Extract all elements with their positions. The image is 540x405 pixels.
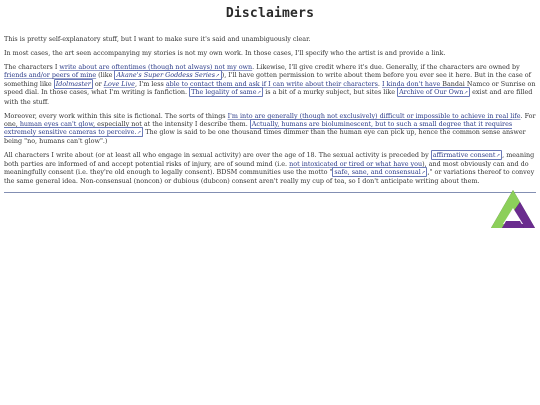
disclaimers-page [4,6,536,193]
characters-text-10: exist and are filled with the stuff. [4,88,533,106]
link-love-live-label: Love Live [103,80,135,89]
link-akane-label: Akane's Super Goddess Series [116,71,215,80]
link-friends-peers[interactable]: friends and/or peers of mine [4,71,97,80]
fiction-text-1: Moreover, every work within this site is fictional. The sorts of things [4,111,228,120]
link-affirmative-consent[interactable] [431,150,502,160]
page-title: Disclaimers [225,6,315,21]
consent-paragraph [4,151,536,185]
link-kinda-dont-have[interactable]: I kinda don't have [381,80,441,89]
characters-text-6: , I'm less [134,80,166,89]
characters-text-4: ), I'll have gotten permission to write about them before you ever see it here. But in the case of something like [4,71,531,89]
characters-text-2: . Likewise, I'll give credit where it's due. Generally, if the characters are owned by [252,63,520,72]
external-link-icon: ↗ [495,153,501,160]
characters-text-7: . [377,80,382,89]
link-ssc-label: safe, sane, and consensual [334,168,421,177]
link-affirmative-label: affirmative consent [432,151,496,160]
link-able-contact[interactable]: able to contact them and ask if I can write about their characters [165,80,378,89]
fiction-text-3: , especially not at the intensity I describe them. [93,119,250,128]
fiction-paragraph [4,112,536,145]
link-akane-series[interactable] [114,70,221,80]
characters-text-5: or [92,80,104,89]
consent-text-2: , meaning both parties are informed of and accept potential risks of injury, are of sound mind (i.e. [4,151,535,169]
link-safe-sane-consensual[interactable] [332,167,427,177]
link-ao3-label: Archive of Our Own [399,88,464,97]
triangle-logo-icon[interactable] [490,188,536,230]
link-archive-of-our-own[interactable] [397,87,470,97]
external-link-icon: ↗ [215,73,220,80]
link-bioluminescent-label: Actually, humans are bioluminescent, but to such a small degree that it requires extremely sensitive cameras to perceive. [4,119,513,136]
external-link-icon: ↗ [257,90,262,97]
intro-paragraph: This is pretty self-explanatory stuff, but I want to make sure it's said and unambiguously clear. [4,35,311,43]
external-link-icon: ↗ [421,170,426,177]
fiction-text-4: The glow is said to be one thousand times dimmer than the human eye can pick up, hence the common sense answer being "no, humans can't glow".) [4,127,526,145]
link-idolmaster-label: Idolmaster [55,80,91,89]
external-link-icon: ↗ [463,90,469,97]
footer-divider [4,192,536,193]
characters-text-3: (like [96,71,115,80]
characters-text-8: Bandai Namco or Sunrise on speed dial. In those cases, what I'm writing is fanfiction. [4,80,536,97]
link-legality-label: The legality of same [191,88,257,97]
art-paragraph: In most cases, the art seen accompanying my stories is not my own work. In those cases, I'll specify who the artist is and provide a link. [4,49,446,58]
characters-paragraph [4,63,536,105]
consent-text-3: ), and most obviously can and do meaningfully consent (i.e. they're old enough to legally consent). BDSM communities use the motto " [4,160,529,177]
link-human-eyes[interactable]: human eyes can't glow [19,119,94,128]
characters-text-9: is a bit of a murky subject, but sites like [263,88,398,97]
consent-text-4: ," or variations thereof to convey the same general idea. Non-consensual (noncon) or dubious (dubcon) consent aren't really my cup of tea, so I don't anticipate writing about them. [4,168,535,186]
link-generally[interactable]: I'm into are generally (though not exclusively) difficult or impossible to achieve in real life [227,111,521,120]
link-legality[interactable] [189,87,263,97]
consent-text-1: All characters I write about (or at least all who engage in sexual activity) are over the age of 18. The sexual activity is preceded by [4,151,431,160]
characters-text-1: The characters I [4,63,60,72]
link-write-about[interactable]: write about are oftentimes (though not always) not my own [59,63,253,72]
link-not-intoxicated[interactable]: not intoxicated or tired or what have you [289,160,423,169]
external-link-icon: ↗ [136,129,142,136]
fiction-text-2: . For one, [4,111,536,128]
